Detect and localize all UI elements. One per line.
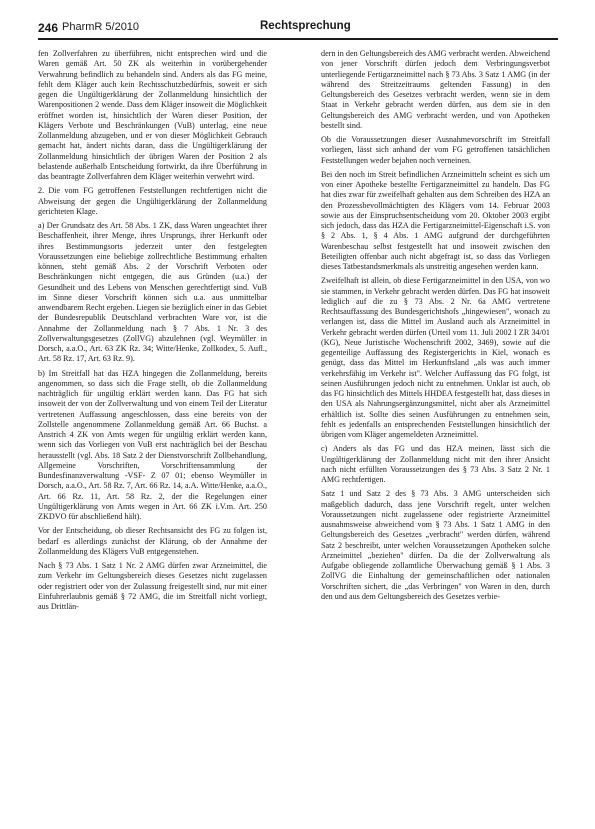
paragraph: dern in den Geltungsbereich des AMG verbracht werden. Abweichend von jener Vorschrift dürfen jedoch dem Verbringungsverbot unterliegende Fertigarzneimittel nach § 73 Abs. 3 Satz 1 AMG (in der während des Streitzeitraums geltenden Fassung) in den Geltungsbereich des Gesetzes verbracht werden, wenn sie in dem Staat in Verkehr gebracht werden dürfen, aus dem sie in den Geltungsbereich des AMG verbracht werden, und von Apotheken bestellt sind. — [321, 49, 550, 130]
paragraph: Vor der Entscheidung, ob dieser Rechtsansicht des FG zu folgen ist, bedarf es allerdings zunächst der Klärung, ob der Annahme der Zollanmeldung des Klägers VuB entgegenstehen. — [38, 526, 267, 556]
paragraph: fen Zollverfahren zu überführen, nicht entsprechen wird und die Waren gemäß Art. 50 ZK als weiterhin in vorübergehender Verwahrung befindlich zu behandeln sind. Anders als das FG meine, fehlt dem Kläger auch kein Rechtsschutzbedürfnis, soweit er sich gegen die Ungültigerklärung der Zollanmeldung hinsichtlich der Warenpositionen 2 wende. Dass dem Kläger insoweit die Möglichkeit eröffnet worden ist, hinsichtlich der Waren dieser Position, der Klägers Verbote und Beschränkungen (VuB) unterlag, eine neue Zollanmeldung abzugeben, und er von dieser Möglichkeit Gebrauch gemacht hat, ändert nichts daran, dass die Ungültigerklärung der Zollanmeldung hinsichtlich der übrigen Waren der Position 2 als belastende außerhalb Entscheidung fortwirkt, da ihre Überführung in das beantragte Zollverfahren dem Kläger weiterhin verwehrt wird. — [38, 49, 267, 181]
right-column — [321, 49, 550, 606]
paragraph: Nach § 73 Abs. 1 Satz 1 Nr. 2 AMG dürfen zwar Arzneimittel, die zum Verkehr im Geltungsbereich dieses Gesetzes nicht zugelassen oder registriert oder von der Zulassung freigestellt sind, nur mit einer Einfuhrerlaubnis gemäß § 72 AMG, die im Streitfall nicht vorliegt, aus Drittlän- — [38, 561, 267, 611]
paragraph: Ob die Voraussetzungen dieser Ausnahmevorschrift im Streitfall vorliegen, lässt sich anhand der vom FG getroffenen tatsächlichen Feststellungen weder bejahen noch verneinen. — [321, 135, 550, 165]
page-number: 246 — [38, 21, 59, 35]
left-column — [38, 49, 267, 616]
section-title: Rechtsprechung — [260, 20, 351, 32]
paragraph: Bei den noch im Streit befindlichen Arzneimitteln scheint es sich um von einer Apotheke bestellte Fertigarzneimittel zu handeln. Das FG hat dies zwar für zweifelhaft gehalten aus dem Schreiben des HZA an den Prozessbevollmächtigten des Klägers vom 14. Februar 2003 sowie aus der Einspruchsentscheidung vom 20. Oktober 2003 ergibt sich jedoch, dass das HZA die Fertigarzneimittel-Eigenschaft i.S. von § 2 Abs. 1, § 4 Abs. 1 AMG aufgrund der durchgeführten Warenbeschau selbst festgestellt hat und insoweit zwischen den Beteiligten offenbar auch nicht abgefragt ist, so dass das Vorliegen dieses Tatbestandsmerkmals als unstreitig angesehen werden kann. — [321, 169, 550, 271]
paragraph: Satz 1 und Satz 2 des § 73 Abs. 3 AMG unterscheiden sich maßgeblich dadurch, dass jene Vorschrift regelt, unter welchen Voraussetzungen nicht zugelassene oder registrierte Arzneimittel ausnahmsweise abweichend vom § 73 Abs. 1 Satz 1 AMG in den Geltungsbereich des Gesetzes „verbracht" werden dürfen, während Satz 2 beschreibt, unter welchen Voraussetzungen Apotheken solche Arzneimittel „beziehen" dürfen. Da die der Zollverwaltung als Aufgabe obliegende zollamtliche Überwachung gemäß § 1 Abs. 3 ZollVG die Einhaltung der gemeinschaftlichen oder nationalen Vorschriften sichert, die „das Verbringen" von Waren in den, durch den und aus dem Geltungsbereich des Gesetzes verbie- — [321, 489, 550, 601]
paragraph: b) Im Streitfall hat das HZA hingegen die Zollanmeldung, bereits angenommen, so dass sich die Frage stellt, ob die Zollanmeldung nachträglich für ungültig erklärt werden kann. Das FG hat sich insoweit der von der Zollverwaltung und von einem Teil der Literatur vertretenen Auffassung angeschlossen, dass eine bereits von der Zollstelle angenommene Zollanmeldung gemäß Art. 66 Buchst. a Anstrich 4 ZK von Amts wegen für ungültig erklärt werden kann, wenn sich das Vorliegen von VuB erst nachträglich bei der Beschau herausstellt (vgl. Abs. 18 Satz 2 der Dienstvorschrift Zollbehandlung, Allgemeine Vorschriften, Vorschriftensammlung der Bundesfinanzverwaltung -VSF- Z 07 01; ebenso Weymüller in Dorsch, a.a.O., Art. 58 Rz. 7, Art. 66 Rz. 14, a.A. Witte/Henke, a.a.O., Art. 66 Rz. 11, Art. 58 Rz. 2, der die Regelungen einer Ungültigerklärung von Amts wegen in Art. 66 ZK i.V.m. Art. 250 ZKDVO für abschließend hält). — [38, 368, 267, 521]
paragraph: 2. Die vom FG getroffenen Feststellungen rechtfertigen nicht die Abweisung der gegen die Ungültigerklärung der Zollanmeldung gerichteten Klage. — [38, 186, 267, 216]
paragraph: Zweifelhaft ist allein, ob diese Fertigarzneimittel in den USA, von wo sie stammen, in Verkehr gebracht werden dürfen. Das FG hat insoweit lediglich auf die zu § 73 Abs. 2 Nr. 6a AMG vertretene Rechtsauffassung des Bundesgerichtshofs „hingewiesen", wonach zu verlangen ist, dass die Mittel im Ausland auch als Arzneimittel in Verkehr gebracht werden dürfen (Urteil vom 11. Juli 2002 I ZR 34/01 (KG), Neue Juristische Wochenschrift 2002, 3469), sowie auf die gegenteilige Auffassung des Registergerichts in Kiel, wonach es genügt, dass das Mittel im Herkunftsland „als was auch immer verkehrsfähig im Verkehr ist". Welcher Auffassung das FG folgt, ist seinen Ausführungen jedoch nicht zu entnehmen. Unklar ist auch, ob das FG hinsichtlich des Mittels HHDEA festgestellt hat, dass dieses in den USA als Nahrungsergänzungsmittel, nicht aber als Arzneimittel erhältlich ist. Sollte dies seinen Ausführungen zu entnehmen sein, fehlt es jedenfalls an entsprechenden Feststellungen hinsichtlich der übrigen vom Kläger angemeldeten Arzneimittel. — [321, 276, 550, 439]
page-header — [38, 18, 558, 42]
paragraph: c) Anders als das FG und das HZA meinen, lässt sich die Ungültigerklärung der Zollanmeldung nicht mit den ihrer Ansicht nach nicht erfüllten Voraussetzungen des § 73 Abs. 3 Satz 2 Nr. 1 AMG rechtfertigen. — [321, 444, 550, 484]
journal-name: PharmR 5/2010 — [62, 21, 140, 33]
header-rule — [38, 38, 558, 40]
paragraph: a) Der Grundsatz des Art. 58 Abs. 1 ZK, dass Waren ungeachtet ihrer Beschaffenheit, ihrer Menge, ihres Ursprungs, ihrer Herkunft oder ihres Bestimmungsorts jederzeit unter den festgelegten Voraussetzungen eine beliebige zollrechtliche Bestimmung erhalten können, steht gemäß Abs. 2 der Vorschrift Verboten oder Beschränkungen nicht entgegen, die aus Gründen (u.a.) der Gesundheit und des Lebens von Menschen gerechtfertigt sind. VuB im Sinne dieser Vorschrift können sich u.a. aus unmittelbar anwendbarem Recht ergeben. Liegen sie bezüglich einer in das Gebiet der Bundesrepublik Deutschland verbrachten Ware vor, ist die Annahme der Zollanmeldung nach § 7 Abs. 1 Nr. 3 des Zollverwaltungsgesetzes (ZollVG) abzulehnen (vgl. Weymüller in Dorsch, a.a.O., Art. 63 ZK Rz. 34; Witte/Henke, Zollkodex, 5. Aufl., Art. 58 Rz. 17, Art. 63 Rz. 9). — [38, 221, 267, 364]
